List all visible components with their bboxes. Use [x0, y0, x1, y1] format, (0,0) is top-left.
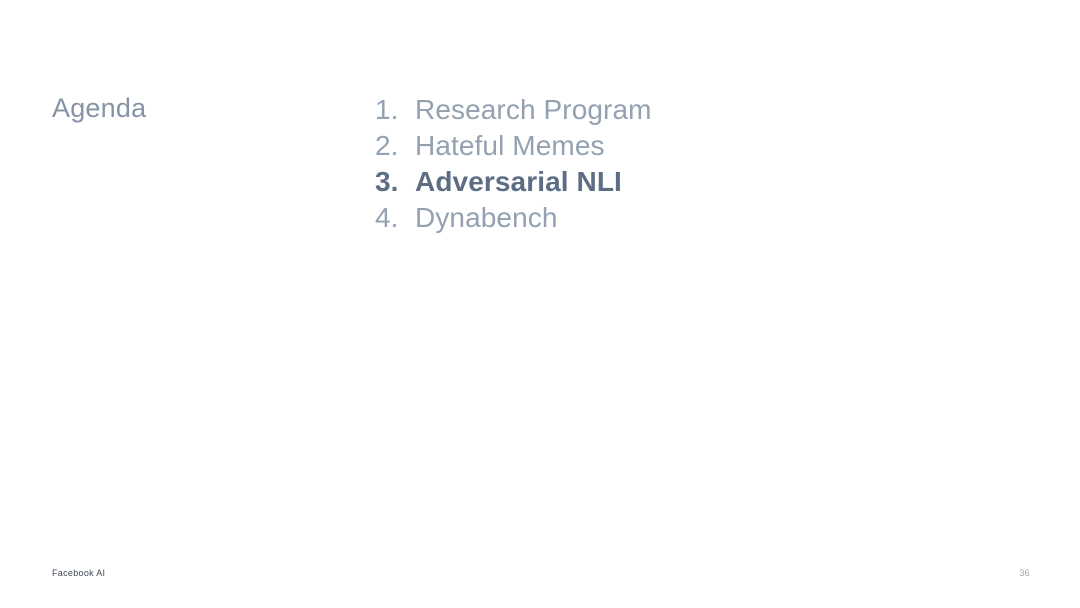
page-title: Agenda — [52, 93, 147, 123]
list-item-label: Adversarial NLI — [415, 166, 622, 197]
list-item[interactable] — [375, 200, 935, 236]
list-item-label: Dynabench — [415, 202, 558, 233]
list-item-number: 3. — [375, 166, 399, 197]
list-item[interactable] — [375, 92, 935, 128]
page-number: 36 — [1019, 568, 1030, 578]
list-item-label: Hateful Memes — [415, 130, 605, 161]
footer-brand: Facebook AI — [52, 568, 106, 578]
list-item-number: 4. — [375, 202, 399, 233]
list-item[interactable] — [375, 128, 935, 164]
list-item-label: Research Program — [415, 94, 652, 125]
agenda-list — [375, 92, 935, 236]
list-item-number: 1. — [375, 94, 399, 125]
list-item-number: 2. — [375, 130, 399, 161]
list-item-active[interactable] — [375, 164, 935, 200]
